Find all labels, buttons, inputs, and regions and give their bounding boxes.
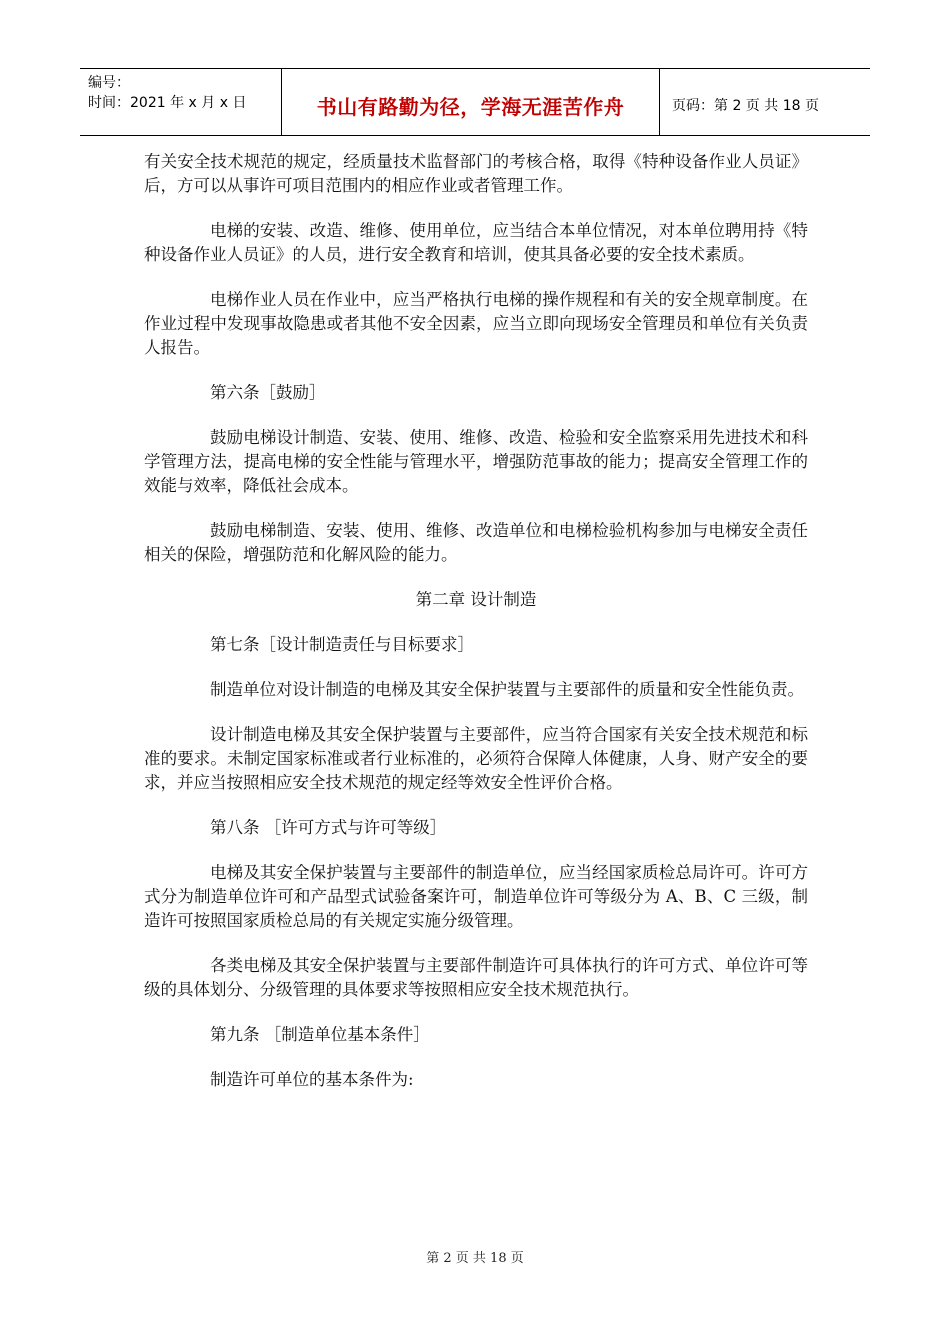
paragraph: 有关安全技术规范的规定，经质量技术监督部门的考核合格，取得《特种设备作业人员证》后，方可以从事许可项目范围内的相应作业或者管理工作。 bbox=[144, 152, 808, 195]
paragraph: 鼓励电梯设计制造、安装、使用、维修、改造、检验和安全监察采用先进技术和科学管理方法，提高电梯的安全性能与管理水平，增强防范事故的能力；提高安全管理工作的效能与效率，降低社会成本。 bbox=[144, 428, 808, 495]
paragraph: 鼓励电梯制造、安装、使用、维修、改造单位和电梯检验机构参加与电梯安全责任相关的保险，增强防范和化解风险的能力。 bbox=[144, 521, 808, 564]
paragraph: 电梯的安装、改造、维修、使用单位，应当结合本单位情况，对本单位聘用持《特种设备作业人员证》的人员，进行安全教育和培训，使其具备必要的安全技术素质。 bbox=[144, 221, 808, 264]
paragraph: 电梯及其安全保护装置与主要部件的制造单位，应当经国家质检总局许可。许可方式分为制造单位许可和产品型式试验备案许可，制造单位许可等级分为 A、B、C 三级，制造许可按照国家质检总局的有关规定实施分级管理。 bbox=[144, 863, 808, 930]
chapter-heading: 第二章 设计制造 bbox=[415, 590, 537, 609]
article-heading: 第七条［设计制造责任与目标要求］ bbox=[210, 635, 474, 654]
article-heading: 第六条［鼓励］ bbox=[210, 383, 326, 402]
document-body bbox=[144, 150, 808, 1113]
paragraph: 电梯作业人员在作业中，应当严格执行电梯的操作规程和有关的安全规章制度。在作业过程中发现事故隐患或者其他不安全因素，应当立即向现场安全管理员和单位有关负责人报告。 bbox=[144, 290, 808, 357]
paragraph: 制造单位对设计制造的电梯及其安全保护装置与主要部件的质量和安全性能负责。 bbox=[210, 680, 804, 699]
article-heading: 第八条 ［许可方式与许可等级］ bbox=[210, 818, 447, 837]
document-date-label: 时间：2021 年 x 月 x 日 bbox=[88, 95, 247, 111]
page-footer bbox=[0, 1247, 950, 1266]
paragraph: 各类电梯及其安全保护装置与主要部件制造许可具体执行的许可方式、单位许可等级的具体划分、分级管理的具体要求等按照相应安全技术规范执行。 bbox=[144, 956, 808, 999]
header-motto: 书山有路勤为径，学海无涯苦作舟 bbox=[316, 94, 625, 119]
header-page-label: 页码：第 2 页 共 18 页 bbox=[672, 98, 819, 114]
header-page-cell bbox=[660, 69, 870, 135]
header-motto-cell bbox=[282, 69, 660, 135]
article-heading: 第九条 ［制造单位基本条件］ bbox=[210, 1025, 430, 1044]
document-number-label: 编号： bbox=[88, 75, 130, 91]
footer-page-number: 第 2 页 共 18 页 bbox=[426, 1251, 524, 1266]
paragraph: 制造许可单位的基本条件为: bbox=[210, 1070, 414, 1089]
paragraph: 设计制造电梯及其安全保护装置与主要部件，应当符合国家有关安全技术规范和标准的要求。未制定国家标准或者行业标准的，必须符合保障人体健康，人身、财产安全的要求，并应当按照相应安全技术规范的规定经等效安全性评价合格。 bbox=[144, 725, 808, 792]
page-header bbox=[80, 68, 870, 136]
header-meta bbox=[80, 69, 282, 135]
